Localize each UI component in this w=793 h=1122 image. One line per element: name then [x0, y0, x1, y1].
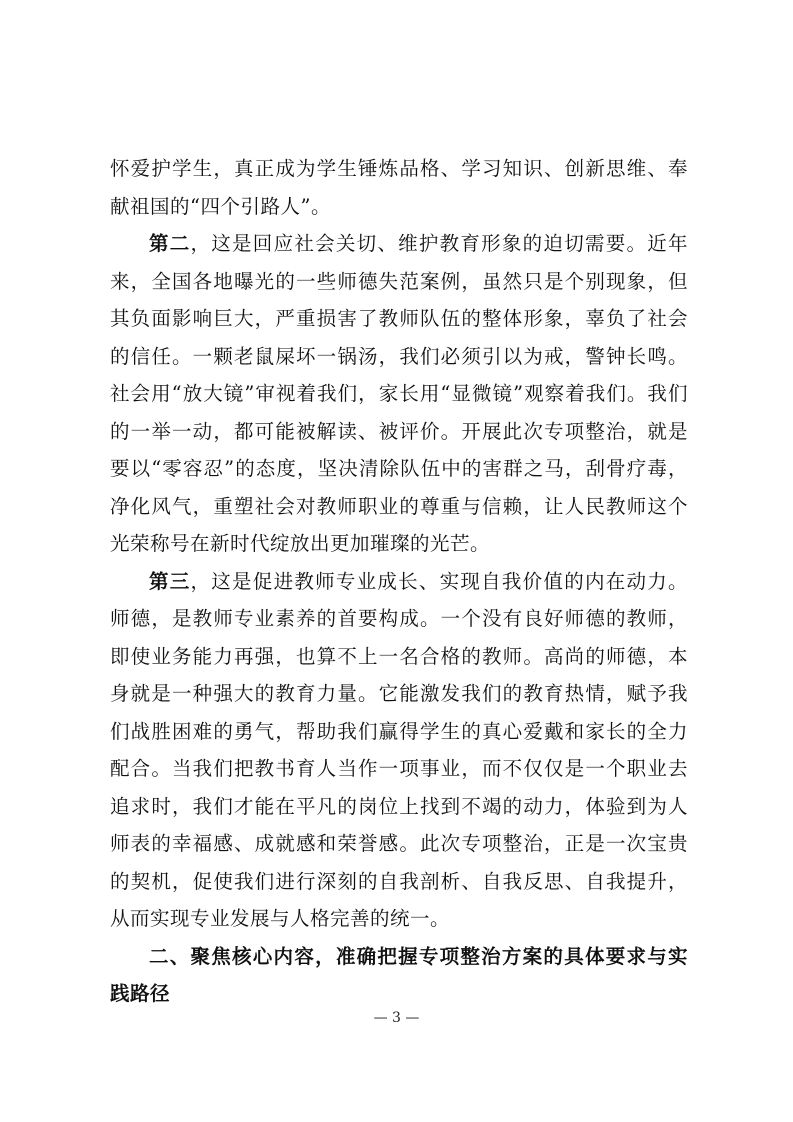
paragraph-text: 怀爱护学生，真正成为学生锤炼品格、学习知识、创新思维、奉献祖国的“四个引路人”。: [110, 157, 688, 218]
paragraph-third-point: [110, 563, 688, 938]
paragraph-text: ，这是回应社会关切、维护教育形象的迫切需要。近年来，全国各地曝光的一些师德失范案例，虽然只是个别现象，但其负面影响巨大，严重损害了教师队伍的整体形象，辜负了社会的信任。一颗老鼠屎坏一锅汤，我们必须引以为戒，警钟长鸣。社会用“放大镜”审视着我们，家长用“显微镜”观察着我们。我们的一举一动，都可能被解读、被评价。开展此次专项整治，就是要以“零容忍”的态度，坚决清除队伍中的害群之马，刮骨疗毒，净化风气，重塑社会对教师职业的尊重与信赖，让人民教师这个光荣称号在新时代绽放出更加璀璨的光芒。: [110, 232, 688, 555]
document-body: [110, 150, 688, 1013]
paragraph-lead: 第二: [149, 232, 191, 255]
paragraph-text: ，这是促进教师专业成长、实现自我价值的内在动力。师德，是教师专业素养的首要构成。一个没有良好师德的教师，即使业务能力再强，也算不上一名合格的教师。高尚的师德，本身就是一种强大的教育力量。它能激发我们的教育热情，赋予我们战胜困难的勇气，帮助我们赢得学生的真心爱戴和家长的全力配合。当我们把教书育人当作一项事业，而不仅仅是一个职业去追求时，我们才能在平凡的岗位上找到不竭的动力，体验到为人师表的幸福感、成就感和荣誉感。此次专项整治，正是一次宝贵的契机，促使我们进行深刻的自我剖析、自我反思、自我提升，从而实现专业发展与人格完善的统一。: [110, 569, 688, 930]
page-number: — 3 —: [373, 1010, 420, 1026]
section-heading: [110, 938, 688, 1013]
section-heading-text: 二、聚焦核心内容，准确把握专项整治方案的具体要求与实践路径: [110, 944, 688, 1005]
paragraph-second-point: [110, 225, 688, 563]
paragraph-lead: 第三: [149, 569, 191, 593]
paragraph-continuation: [110, 150, 688, 225]
